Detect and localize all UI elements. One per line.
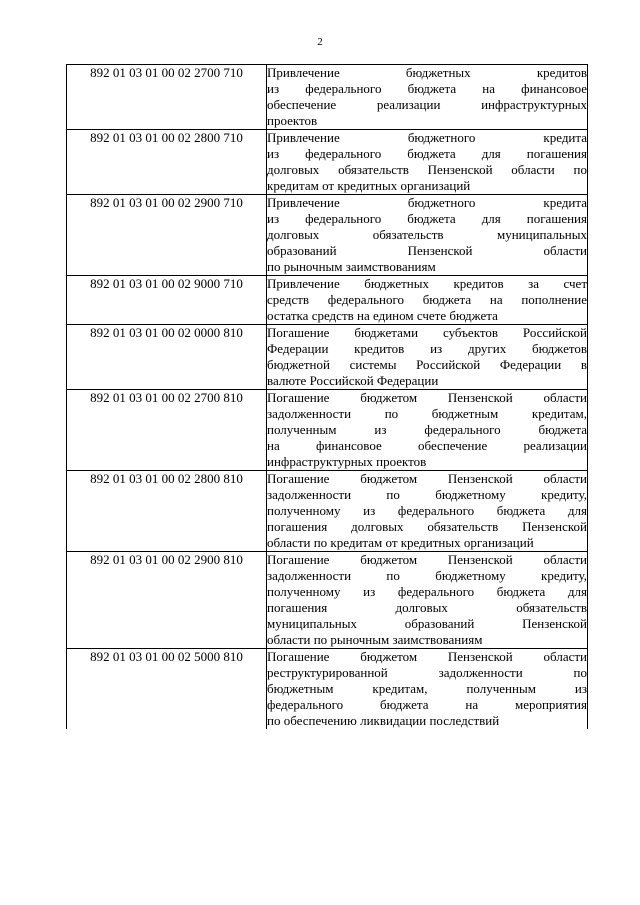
description-line: Привлечение бюджетных кредитов: [267, 65, 587, 80]
table-row: [67, 276, 588, 325]
budget-code-cell: 892 01 03 01 00 02 9000 710: [67, 276, 267, 325]
description-line: погашения долговых обязательств: [267, 600, 587, 615]
description-line: инфраструктурных проектов: [267, 454, 427, 469]
description-line: обеспечение реализации инфраструктурных: [267, 97, 587, 112]
description-line: из федерального бюджета на финансовое: [267, 81, 587, 96]
description-cell: [267, 276, 588, 325]
description-line: федерального бюджета на мероприятия: [267, 697, 587, 712]
description-line: остатка средств на едином счете бюджета: [267, 308, 498, 323]
description-line: Федерации кредитов из других бюджетов: [267, 341, 587, 356]
table-body: [67, 65, 588, 730]
description-cell: [267, 552, 588, 649]
description-line: на финансовое обеспечение реализации: [267, 438, 587, 453]
table-row: [67, 325, 588, 390]
description-line: полученным из федерального бюджета: [267, 422, 587, 437]
description-line: Погашение бюджетом Пензенской области: [267, 552, 587, 567]
description-cell: [267, 390, 588, 471]
description-line: долговых обязательств муниципальных: [267, 227, 587, 242]
budget-code-cell: 892 01 03 01 00 02 2700 710: [67, 65, 267, 130]
description-cell: [267, 130, 588, 195]
description-cell: [267, 65, 588, 130]
description-line: полученному из федерального бюджета для: [267, 584, 587, 599]
budget-code-cell: 892 01 03 01 00 02 2900 710: [67, 195, 267, 276]
budget-classification-table: [66, 64, 588, 729]
description-line: проектов: [267, 113, 318, 128]
description-line: долговых обязательств Пензенской области по: [267, 162, 587, 177]
description-line: Привлечение бюджетных кредитов за счет: [267, 276, 587, 291]
description-line: Погашение бюджетами субъектов Российской: [267, 325, 587, 340]
description-line: по обеспечению ликвидации последствий: [267, 713, 500, 728]
table-row: [67, 649, 588, 730]
budget-code-cell: 892 01 03 01 00 02 2700 810: [67, 390, 267, 471]
table-row: [67, 65, 588, 130]
description-line: валюте Российской Федерации: [267, 373, 439, 388]
page-number: 2: [317, 36, 323, 48]
description-cell: [267, 325, 588, 390]
table-row: [67, 130, 588, 195]
description-line: Погашение бюджетом Пензенской области: [267, 390, 587, 405]
budget-code-cell: 892 01 03 01 00 02 2800 710: [67, 130, 267, 195]
description-cell: [267, 195, 588, 276]
description-cell: [267, 649, 588, 730]
description-line: задолженности по бюджетным кредитам,: [267, 406, 587, 421]
table-row: [67, 195, 588, 276]
description-line: бюджетным кредитам, полученным из: [267, 681, 587, 696]
table-row: [67, 390, 588, 471]
description-line: Погашение бюджетом Пензенской области: [267, 649, 587, 664]
description-line: из федерального бюджета для погашения: [267, 146, 587, 161]
description-line: погашения долговых обязательств Пензенской: [267, 519, 587, 534]
budget-code-cell: 892 01 03 01 00 02 2900 810: [67, 552, 267, 649]
description-line: Погашение бюджетом Пензенской области: [267, 471, 587, 486]
description-line: полученному из федерального бюджета для: [267, 503, 587, 518]
budget-code-cell: 892 01 03 01 00 02 5000 810: [67, 649, 267, 730]
description-line: из федерального бюджета для погашения: [267, 211, 587, 226]
table-row: [67, 471, 588, 552]
description-line: реструктурированной задолженности по: [267, 665, 587, 680]
description-line: кредитам от кредитных организаций: [267, 178, 471, 193]
description-line: муниципальных образований Пензенской: [267, 616, 587, 631]
description-line: Привлечение бюджетного кредита: [267, 195, 587, 210]
description-line: средств федерального бюджета на пополнение: [267, 292, 587, 307]
description-line: бюджетной системы Российской Федерации в: [267, 357, 587, 372]
description-cell: [267, 471, 588, 552]
description-line: по рыночным заимствованиям: [267, 259, 436, 274]
description-line: образований Пензенской области: [267, 243, 587, 258]
description-line: области по рыночным заимствованиям: [267, 632, 483, 647]
description-line: области по кредитам от кредитных организаций: [267, 535, 534, 550]
budget-code-cell: 892 01 03 01 00 02 0000 810: [67, 325, 267, 390]
description-line: задолженности по бюджетному кредиту,: [267, 568, 587, 583]
budget-code-cell: 892 01 03 01 00 02 2800 810: [67, 471, 267, 552]
description-line: Привлечение бюджетного кредита: [267, 130, 587, 145]
table-row: [67, 552, 588, 649]
description-line: задолженности по бюджетному кредиту,: [267, 487, 587, 502]
